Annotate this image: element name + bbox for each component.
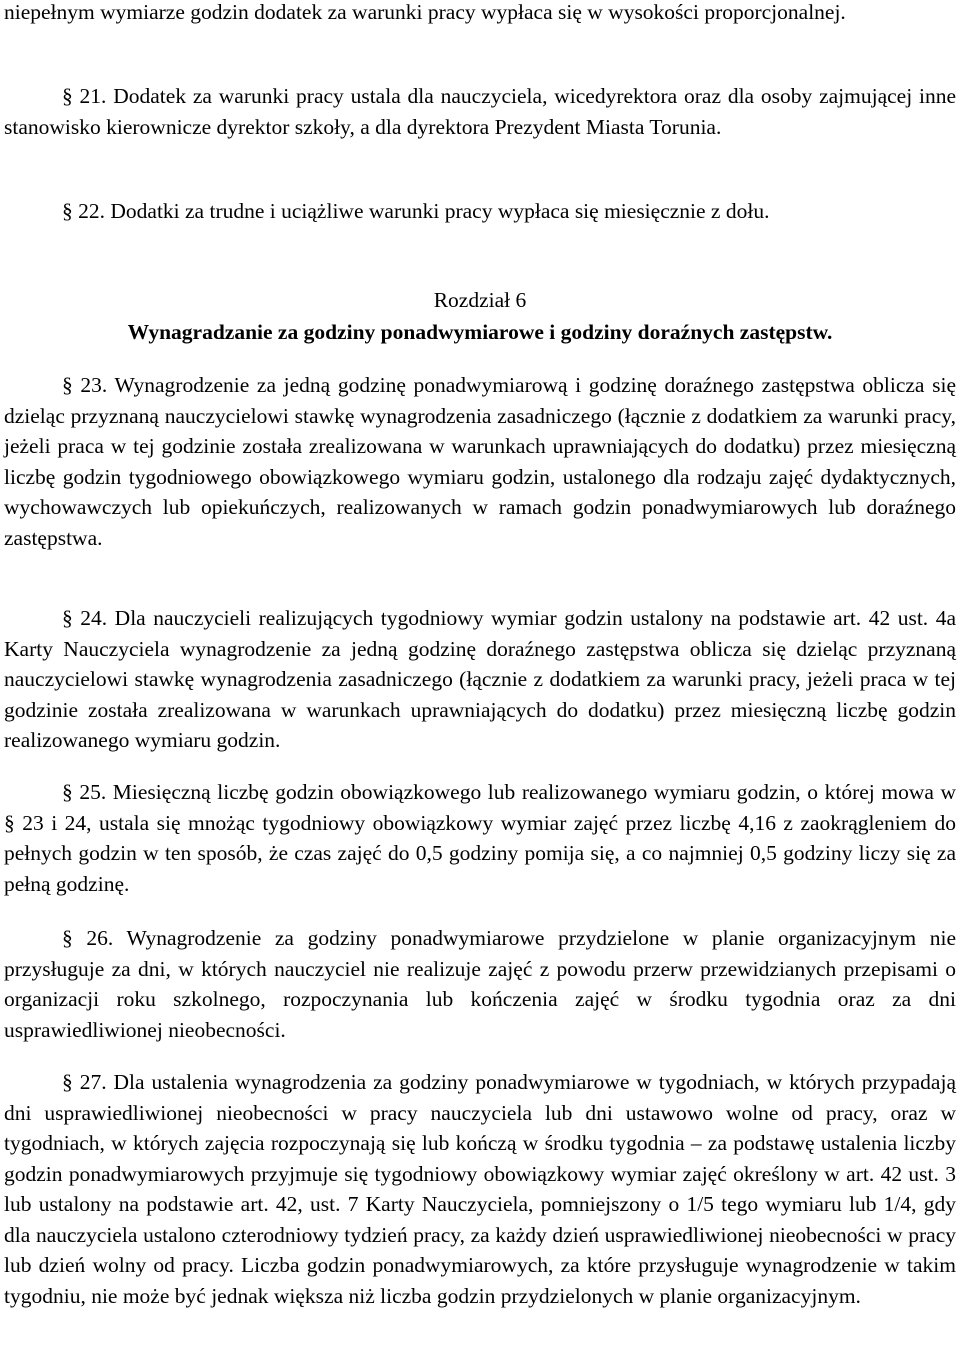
paragraph-22 bbox=[4, 196, 956, 227]
chapter-number: Rozdział 6 bbox=[433, 288, 527, 312]
paragraph-text: § 25. Miesięczną liczbę godzin obowiązkowego lub realizowanego wymiaru godzin, o której mowa w § 23 i 24, ustala się mnożąc tygodniowy obowiązkowy wymiar zajęć przez liczbę 4,16 z zaokrągleniem do pełnych godzin w ten sposób, że czas zajęć do 0,5 godziny pomija się, a co najmniej 0,5 godziny liczy się za pełną godzinę. bbox=[4, 780, 956, 896]
paragraph-24 bbox=[4, 603, 956, 756]
paragraph-25 bbox=[4, 777, 956, 899]
paragraph-23 bbox=[4, 370, 956, 553]
paragraph-text: § 22. Dodatki za trudne i uciążliwe warunki pracy wypłaca się miesięcznie z dołu. bbox=[62, 199, 770, 223]
paragraph-text: § 21. Dodatek za warunki pracy ustala dla nauczyciela, wicedyrektora oraz dla osoby zajmującej inne stanowisko kierownicze dyrektor szkoły, a dla dyrektora Prezydent Miasta Torunia. bbox=[4, 84, 956, 139]
paragraph-27 bbox=[4, 1067, 956, 1311]
paragraph-26 bbox=[4, 923, 956, 1045]
paragraph-continuation: niepełnym wymiarze godzin dodatek za warunki pracy wypłaca się w wysokości proporcjonalnej. bbox=[4, 0, 846, 24]
paragraph-text: § 27. Dla ustalenia wynagrodzenia za godziny ponadwymiarowe w tygodniach, w których przypadają dni usprawiedliwionej nieobecności w pracy nauczyciela lub dni ustawowo wolne od pracy, oraz w tygodniach, w których zajęcia rozpoczynają się lub kończą w środku tygodnia – za podstawę ustalenia liczby godzin ponadwymiarowych przyjmuje się tygodniowy obowiązkowy wymiar zajęć określony w art. 42 ust. 3 lub ustalony na podstawie art. 42, ust. 7 Karty Nauczyciela, pomniejszony o 1/5 tego wymiaru lub 1/4, gdy dla nauczyciela ustalono czterodniowy tydzień pracy, za każdy dzień usprawiedliwionej nieobecności w pracy lub dzień wolny od pracy. Liczba godzin ponadwymiarowych, za które przysługuje wynagrodzenie w takim tygodniu, nie może być jednak większa niż liczba godzin przydzielonych w planie organizacyjnym. bbox=[4, 1070, 956, 1308]
paragraph-21 bbox=[4, 81, 956, 142]
paragraph-text: § 26. Wynagrodzenie za godziny ponadwymiarowe przydzielone w planie organizacyjnym nie przysługuje za dni, w których nauczyciel nie realizuje zajęć z powodu przerw przewidzianych przepisami o organizacji roku szkolnego, rozpoczynania lub kończenia zajęć w środku tygodnia oraz za dni usprawiedliwionej nieobecności. bbox=[4, 926, 956, 1042]
paragraph-text: § 23. Wynagrodzenie za jedną godzinę ponadwymiarową i godzinę doraźnego zastępstwa oblicza się dzieląc przyznaną nauczycielowi stawkę wynagrodzenia zasadniczego (łącznie z dodatkiem za warunki pracy, jeżeli praca w tej godzinie została zrealizowana w warunkach uprawniających do dodatku) przez miesięczną liczbę godzin tygodniowego obowiązkowego wymiaru godzin, ustalonego dla rodzaju zajęć dydaktycznych, wychowawczych lub opiekuńczych, realizowanych w ramach godzin ponadwymiarowych lub doraźnego zastępstwa. bbox=[4, 373, 956, 550]
chapter-title: Wynagradzanie za godziny ponadwymiarowe i godziny doraźnych zastępstw. bbox=[127, 320, 833, 344]
paragraph-text: § 24. Dla nauczycieli realizujących tygodniowy wymiar godzin ustalony na podstawie art. 42 ust. 4a Karty Nauczyciela wynagrodzenie za jedną godzinę doraźnego zastępstwa oblicza się dzieląc przyznaną nauczycielowi stawkę wynagrodzenia zasadniczego (łącznie z dodatkiem za warunki pracy, jeżeli praca w tej godzinie została zrealizowana w warunkach uprawniających do dodatku) przez miesięczną liczbę godzin realizowanego wymiaru godzin. bbox=[4, 606, 956, 752]
